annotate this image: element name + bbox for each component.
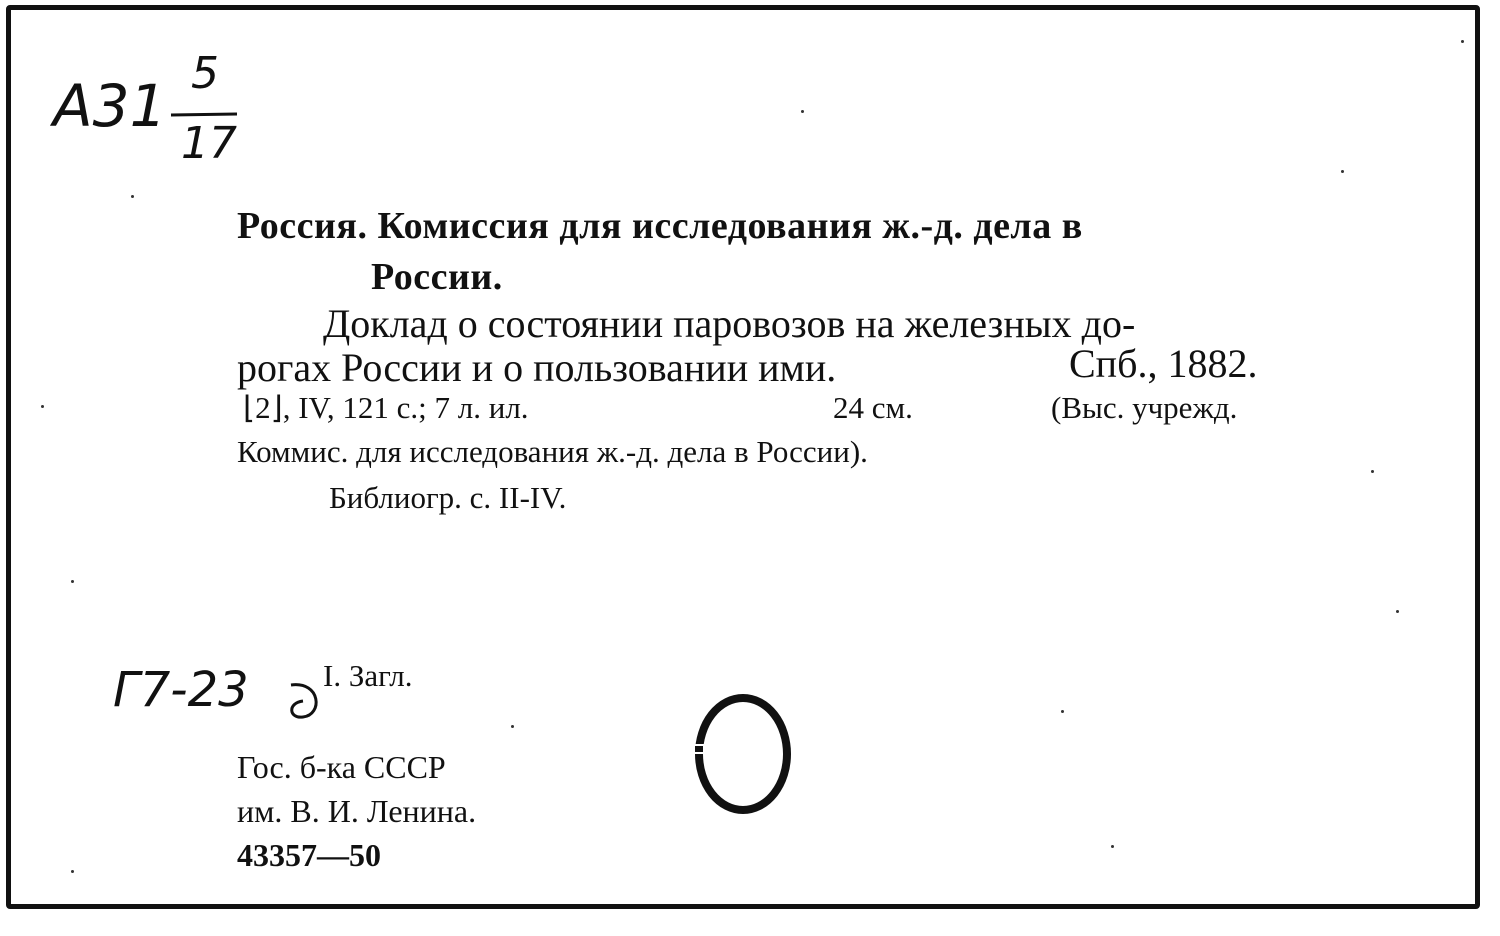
punch-hole [691,692,801,822]
library-dedication: им. В. И. Ленина. [237,793,477,829]
collation-pages: ⌊2⌋, IV, 121 с.; 7 л. ил. [243,390,529,425]
scan-speck [71,870,74,873]
collation-series-end: Коммис. для исследования ж.-д. дела в России). [237,434,868,469]
scan-speck [1111,845,1114,848]
catalog-card [6,5,1480,909]
shelfmark-prefix: A31 [53,72,167,140]
title-tracing: I. Загл. [323,658,413,693]
bibliography-note: Библиогр. с. II-IV. [329,480,567,515]
handwritten-accession-number: Г7-23 [113,662,249,718]
shelfmark-numerator: 5 [191,48,219,99]
scan-speck [71,580,74,583]
heading-line-2: России. [371,256,503,298]
library-card-number: 43357—50 [237,837,381,873]
scan-speck [801,110,804,113]
library-name: Гос. б-ка СССР [237,749,446,785]
scan-speck [1371,470,1374,473]
scan-speck [1461,40,1464,43]
scan-speck [131,195,134,198]
scan-speck [511,725,514,728]
title-line-1: Доклад о состоянии паровозов на железных до- [323,301,1136,346]
scan-speck [1396,610,1399,613]
scan-speck [1341,170,1344,173]
scan-speck [1061,710,1064,713]
collation-size: 24 см. [833,390,913,425]
collation-series-start: (Выс. учрежд. [1051,390,1238,425]
title-line-2: рогах России и о пользовании ими. [237,345,837,390]
shelfmark-denominator: 17 [181,118,237,169]
scan-speck [41,405,44,408]
heading-line-1: Россия. Комиссия для исследования ж.-д. дела в [237,205,1083,247]
title-place-date: Спб., 1882. [1069,341,1258,386]
